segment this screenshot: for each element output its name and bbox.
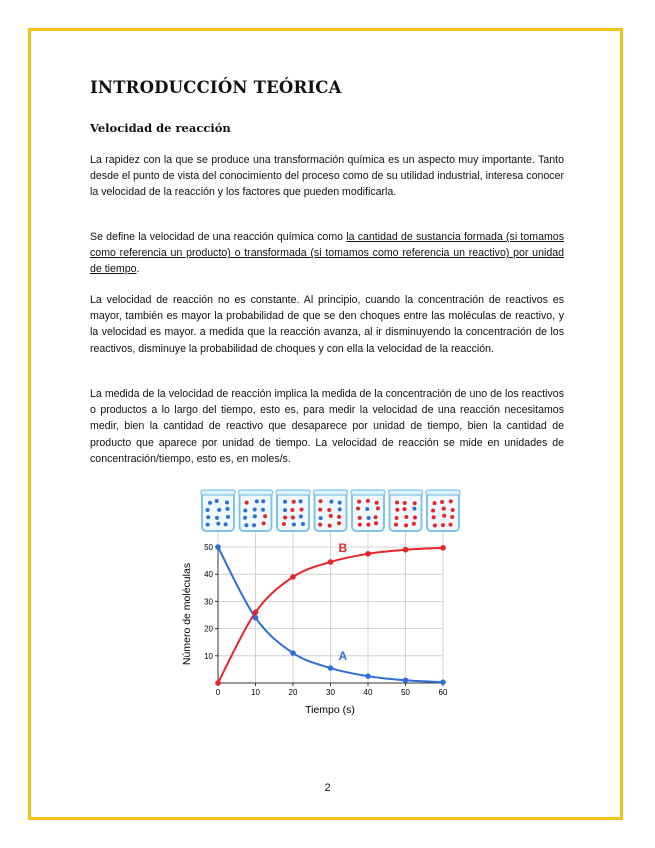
molecule-b	[449, 523, 453, 527]
molecule-b	[290, 508, 294, 512]
beaker	[239, 490, 273, 547]
chart-grid	[218, 547, 443, 683]
molecule-b	[449, 499, 453, 503]
molecule-a	[299, 499, 303, 503]
beaker-rim	[276, 490, 310, 495]
molecule-b	[413, 515, 417, 519]
paragraph-4: La medida de la velocidad de reacción implica la medida de la concentración de uno de los reactivos o productos a lo largo del tiempo, esto es, para medir la velocidad de una reacción necesitamos medir, bien la cantidad de reactivo que desaparece por unidad de tiempo, bien la cantidad de producto que aparece por unidad de tiempo. La velocidad de reacción se mide en unidades de concentración/tiempo, esto es, en moles/s.	[90, 388, 564, 465]
beaker-rim	[351, 490, 385, 495]
molecule-a	[255, 499, 259, 503]
molecule-a	[338, 507, 342, 511]
beaker-rim	[314, 490, 348, 495]
molecule-a	[365, 507, 369, 511]
y-tick-label: 10	[204, 651, 213, 661]
x-tick-label: 60	[438, 688, 448, 697]
molecule-a	[226, 507, 230, 511]
paragraph-2-intro: Se define la velocidad de una reacción química como	[90, 231, 347, 243]
molecule-b	[440, 500, 444, 504]
x-axis-label: Tiempo (s)	[305, 704, 355, 716]
data-point-b	[365, 551, 371, 557]
molecule-b	[356, 507, 360, 511]
beaker	[351, 490, 385, 547]
molecule-b	[318, 523, 322, 527]
page-title: INTRODUCCIÓN TEÓRICA	[90, 78, 342, 97]
x-tick-label: 30	[326, 688, 335, 697]
y-tick-label: 30	[204, 597, 213, 607]
molecule-a	[412, 507, 416, 511]
molecule-b	[441, 523, 445, 527]
molecule-b	[432, 515, 436, 519]
molecule-a	[299, 514, 303, 518]
molecule-a	[253, 514, 257, 518]
data-point-a	[328, 665, 334, 671]
reaction-rate-chart	[175, 487, 465, 717]
molecule-b	[245, 501, 249, 505]
molecule-a	[292, 522, 296, 526]
molecule-b	[300, 508, 304, 512]
molecule-b	[262, 521, 266, 525]
molecule-a	[217, 508, 221, 512]
paragraph-2-end: .	[136, 263, 140, 276]
molecule-a	[283, 508, 287, 512]
molecule-a	[261, 499, 265, 503]
molecule-b	[395, 508, 399, 512]
data-point-a	[215, 544, 221, 550]
molecule-b	[283, 515, 287, 519]
beaker-rim	[389, 490, 423, 495]
chart-axes	[204, 540, 448, 697]
data-point-a	[403, 677, 409, 683]
series-label-a: A	[338, 649, 348, 664]
molecule-a	[225, 501, 229, 505]
paragraph-2	[90, 229, 564, 278]
molecule-a	[215, 516, 219, 520]
molecule-a	[226, 515, 230, 519]
molecule-a	[253, 508, 257, 512]
molecule-b	[282, 522, 286, 526]
beaker	[389, 490, 423, 547]
beaker	[426, 490, 460, 547]
molecule-b	[327, 508, 331, 512]
molecule-b	[376, 506, 380, 510]
molecule-a	[244, 523, 248, 527]
molecule-a	[243, 516, 247, 520]
data-point-b	[290, 574, 296, 580]
molecule-a	[206, 523, 210, 527]
beaker	[314, 490, 348, 547]
molecule-b	[263, 514, 267, 518]
x-tick-label: 50	[401, 688, 410, 697]
beaker-rim	[201, 490, 235, 495]
molecule-b	[374, 521, 378, 525]
molecule-b	[292, 500, 296, 504]
molecule-b	[404, 523, 408, 527]
molecule-b	[337, 515, 341, 519]
section-subheading: Velocidad de reacción	[90, 121, 231, 135]
data-point-b	[403, 547, 409, 553]
molecule-b	[413, 501, 417, 505]
beaker-rim	[426, 490, 460, 495]
molecule-a	[215, 499, 219, 503]
x-tick-label: 0	[215, 688, 221, 697]
molecule-b	[366, 499, 370, 503]
molecule-a	[206, 515, 210, 519]
molecule-b	[374, 515, 378, 519]
molecule-b	[329, 514, 333, 518]
molecule-b	[433, 501, 437, 505]
y-axis-label: Número de moléculas	[181, 562, 193, 666]
molecule-b	[366, 523, 370, 527]
molecule-b	[358, 523, 362, 527]
page-number: 2	[324, 782, 331, 794]
molecule-b	[404, 515, 408, 519]
series-label-b: B	[338, 540, 348, 555]
molecule-b	[412, 522, 416, 526]
x-tick-label: 10	[251, 688, 260, 697]
molecule-a	[243, 508, 247, 512]
molecule-b	[358, 516, 362, 520]
y-tick-label: 40	[204, 570, 213, 580]
molecule-b	[395, 501, 399, 505]
molecule-a	[283, 500, 287, 504]
molecule-b	[375, 501, 379, 505]
molecule-b	[431, 508, 435, 512]
beaker-rim	[239, 490, 273, 495]
molecule-a	[208, 501, 212, 505]
molecule-b	[433, 524, 437, 528]
beaker	[276, 490, 310, 547]
molecule-b	[451, 508, 455, 512]
molecule-a	[224, 522, 228, 526]
data-point-b	[328, 559, 334, 565]
y-tick-label: 50	[204, 543, 213, 552]
data-point-b	[215, 680, 221, 686]
molecule-b	[394, 523, 398, 527]
beaker-row	[201, 490, 460, 547]
molecule-a	[206, 508, 210, 512]
data-point-b	[253, 609, 259, 615]
molecule-b	[403, 501, 407, 505]
data-point-b	[440, 545, 446, 551]
paragraph-3: La velocidad de reacción no es constante. Al principio, cuando la concentración de reactivos es mayor, también es mayor la probabilidad de que se den choques entre las moléculas de reactivo, y la velocidad es mayor. a medida que la reacción avanza, al ir disminuyendo la concentración de los reactivos, disminuye la probabilidad de choques y con ella la velocidad de la reacción.	[90, 294, 564, 355]
x-tick-label: 40	[363, 688, 373, 697]
data-point-a	[290, 650, 296, 656]
x-tick-label: 20	[288, 688, 298, 697]
molecule-b	[337, 521, 341, 525]
molecule-b	[442, 507, 446, 511]
data-point-a	[365, 673, 371, 679]
molecule-b	[319, 499, 323, 503]
y-tick-label: 20	[204, 624, 213, 634]
molecule-a	[329, 500, 333, 504]
definition-underlined: la cantidad de sustancia formada (si tomamos como referencia un producto) o transformada (si tomamos como referencia un reactivo) por unidad de tiempo	[90, 231, 564, 276]
paragraph-1: La rapidez con la que se produce una transformación química es un aspecto muy importante. Tanto desde el punto de vista del conocimiento del proceso como de su utilidad industrial, interesa conocer la velocidad de la reacción y los factores que pueden modificarla.	[90, 154, 564, 199]
molecule-b	[291, 516, 295, 520]
molecule-b	[328, 524, 332, 528]
molecule-a	[216, 522, 220, 526]
molecule-b	[357, 500, 361, 504]
molecule-a	[301, 522, 305, 526]
molecule-b	[318, 508, 322, 512]
molecule-a	[367, 516, 371, 520]
molecule-a	[319, 516, 323, 520]
molecule-b	[395, 516, 399, 520]
molecule-a	[261, 508, 265, 512]
molecule-b	[442, 514, 446, 518]
molecule-b	[403, 507, 407, 511]
data-point-a	[440, 679, 446, 685]
molecule-b	[450, 515, 454, 519]
beaker	[201, 490, 235, 547]
molecule-a	[338, 501, 342, 505]
molecule-a	[252, 523, 256, 527]
